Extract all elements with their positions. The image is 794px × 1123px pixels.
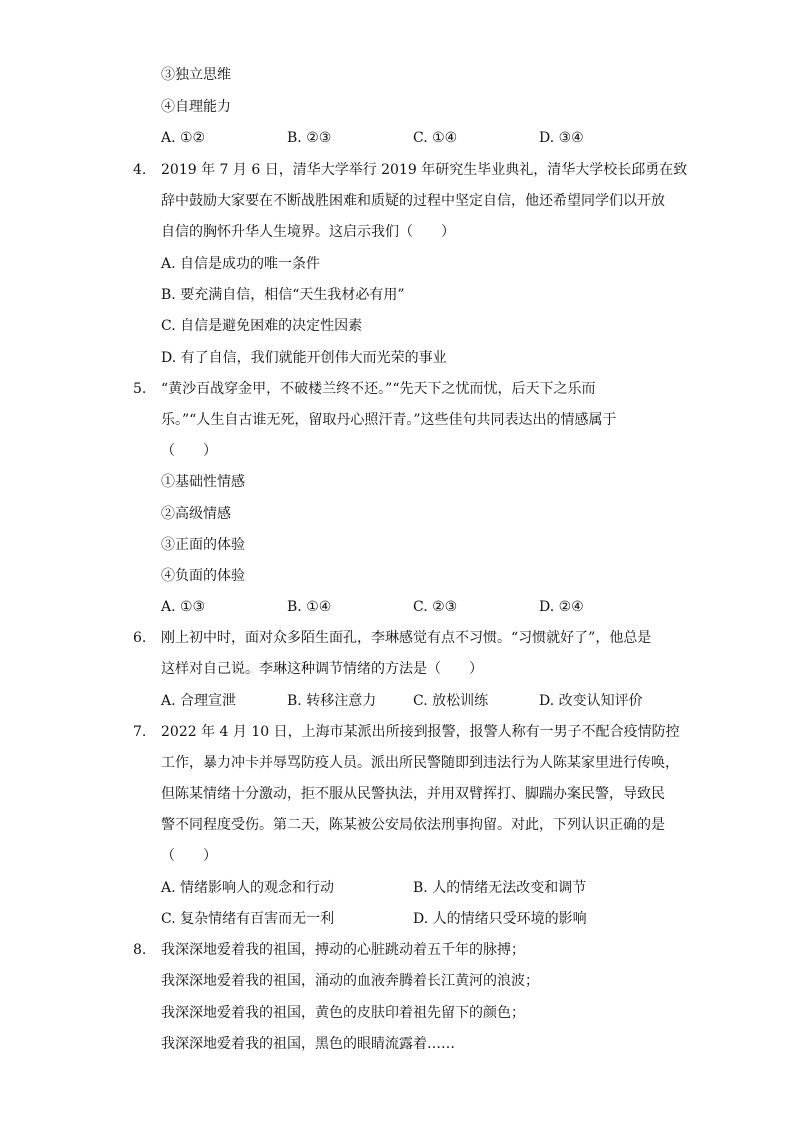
q6-option-b: B. 转移注意力 [287,693,377,709]
q4-option-c: C. 自信是避免困难的决定性因素 [161,318,363,334]
q6-option-a: A. 合理宣泄 [161,693,237,709]
q3-option-c: C. ①④ [413,130,458,146]
q8-stem-line: 我深深地爱着我的祖国，黑色的眼睛流露着…… [161,1036,455,1052]
q3-item-4: ④自理能力 [161,99,231,115]
q6-option-c: C. 放松训练 [413,693,489,709]
q5-item-1: ①基础性情感 [161,474,245,490]
q3-option-b: B. ②③ [287,130,332,146]
q7-option-c: C. 复杂情绪有百害而无一利 [161,911,335,927]
q5-option-d: D. ②④ [539,599,584,615]
q5-option-b: B. ①④ [287,599,332,615]
q6-stem-line: 这样对自己说。李琳这种调节情绪的方法是（ ） [161,661,483,677]
q5-item-4: ④负面的体验 [161,568,245,584]
q8-stem-line: 我深深地爱着我的祖国，涌动的血液奔腾着长江黄河的浪波； [161,973,539,989]
q7-stem-line: 工作，暴力冲卡并辱骂防疫人员。派出所民警随即到违法行为人陈某家里进行传唤， [161,755,679,771]
q4-number: 4. [133,162,147,178]
q5-item-3: ③正面的体验 [161,537,245,553]
q5-option-c: C. ②③ [413,599,458,615]
q4-stem-line: 自信的胸怀升华人生境界。这启示我们（ ） [161,224,455,240]
q7-number: 7. [133,724,147,740]
q5-stem-line: （ ） [161,443,217,459]
q7-stem-line: （ ） [161,848,217,864]
q4-stem-line: 2019 年 7 月 6 日，清华大学举行 2019 年研究生毕业典礼，清华大学校长邱勇在致 [161,162,688,178]
q5-item-2: ②高级情感 [161,506,231,522]
q5-stem-line: “黄沙百战穿金甲，不破楼兰终不还。”“先天下之忧而忧，后天下之乐而 [161,381,596,397]
q7-option-b: B. 人的情绪无法改变和调节 [413,880,587,896]
q5-stem-line: 乐。”“人生自古谁无死，留取丹心照汗青。”这些佳句共同表达出的情感属于 [161,412,617,428]
q5-number: 5. [133,381,147,397]
q7-option-d: D. 人的情绪只受环境的影响 [413,911,587,927]
q3-item-3: ③独立思维 [161,67,231,83]
q6-number: 6. [133,630,147,646]
q4-stem-line: 辞中鼓励大家要在不断战胜困难和质疑的过程中坚定自信，他还希望同学们以开放 [161,193,665,209]
q7-stem-line: 2022 年 4 月 10 日，上海市某派出所接到报警，报警人称有一男子不配合疫情防控 [161,724,680,740]
q8-stem-line: 我深深地爱着我的祖国，黄色的皮肤印着祖先留下的颜色； [161,1005,525,1021]
q8-stem-line: 我深深地爱着我的祖国，搏动的心脏跳动着五千年的脉搏； [161,942,525,958]
q3-option-a: A. ①② [161,130,206,146]
q6-option-d: D. 改变认知评价 [539,693,643,709]
q7-stem-line: 但陈某情绪十分激动，拒不服从民警执法，并用双臂挥打、脚踹办案民警，导致民 [161,786,665,802]
q8-number: 8. [133,942,147,958]
q4-option-a: A. 自信是成功的唯一条件 [161,256,321,272]
q7-stem-line: 警不同程度受伤。第二天，陈某被公安局依法刑事拘留。对此，下列认识正确的是 [161,817,665,833]
q7-option-a: A. 情绪影响人的观念和行动 [161,880,335,896]
q4-option-b: B. 要充满自信，相信“天生我材必有用” [161,287,405,303]
q3-option-d: D. ③④ [539,130,584,146]
q4-option-d: D. 有了自信，我们就能开创伟大而光荣的事业 [161,350,447,366]
q6-stem-line: 刚上初中时，面对众多陌生面孔，李琳感觉有点不习惯。“习惯就好了”，他总是 [161,630,652,646]
q5-option-a: A. ①③ [161,599,206,615]
